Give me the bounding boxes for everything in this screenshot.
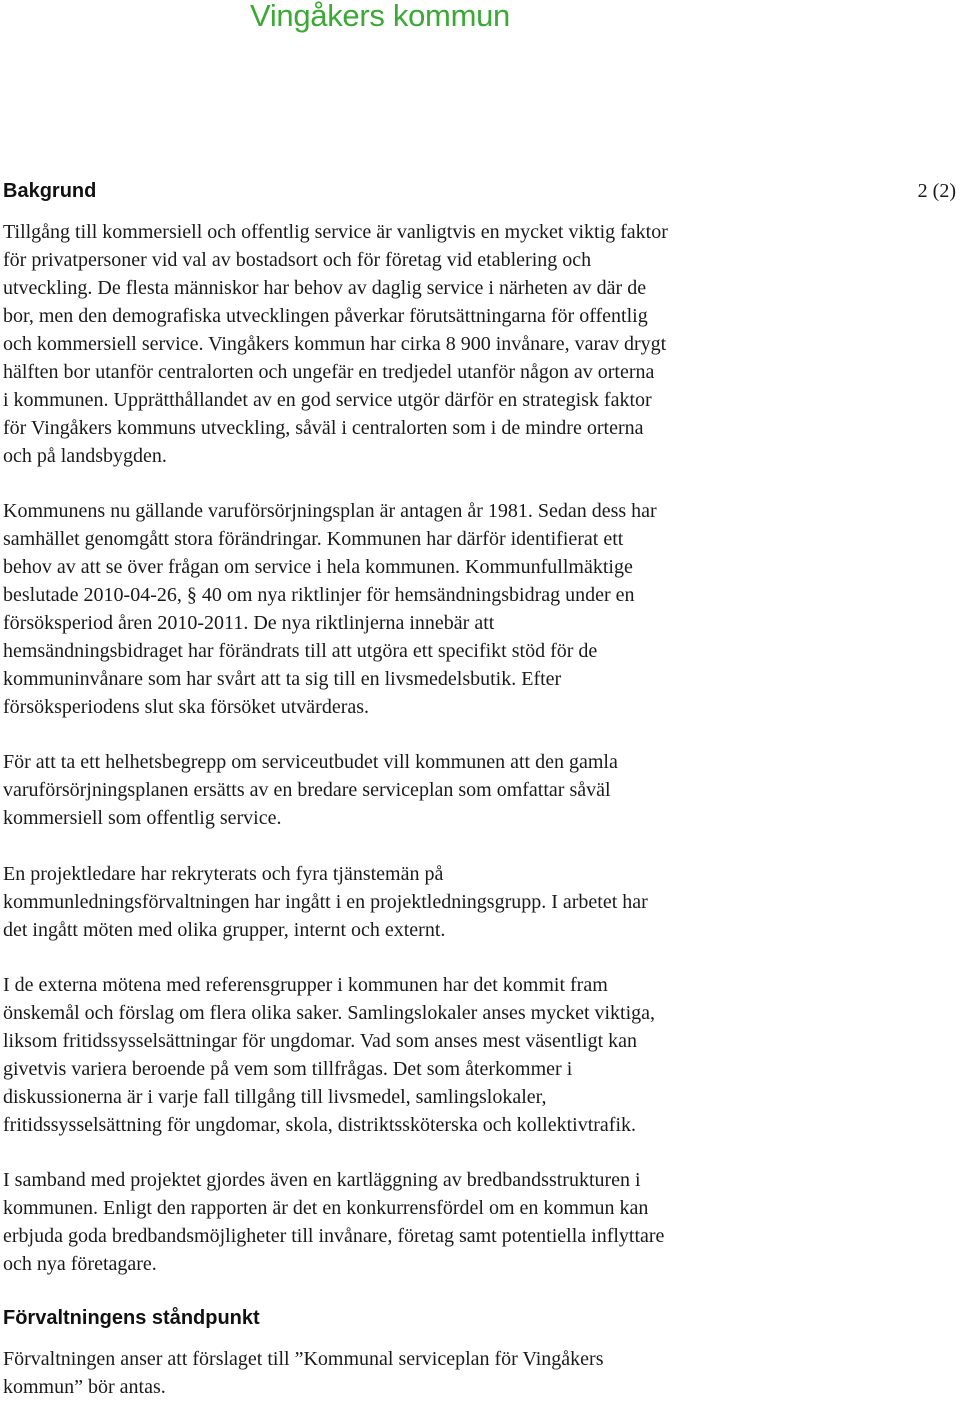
text-line: i kommunen. Upprätthållandet av en god service utgör därför en strategisk faktor bbox=[3, 389, 652, 411]
text-line: utveckling. De flesta människor har behov av daglig service i närheten av där de bbox=[3, 277, 647, 299]
text-line: erbjuda goda bredbandsmöjligheter till invånare, företag samt potentiella inflyttare bbox=[3, 1225, 665, 1247]
text-line: beslutade 2010-04-26, § 40 om nya riktlinjer för hemsändningsbidrag under en bbox=[3, 584, 635, 606]
text-line: kommunledningsförvaltningen har ingått i en projektledningsgrupp. I arbetet har bbox=[3, 891, 648, 913]
text-line: och kommersiell service. Vingåkers kommun har cirka 8 900 invånare, varav drygt bbox=[3, 333, 667, 355]
text-line: En projektledare har rekryterats och fyra tjänstemän på bbox=[3, 863, 444, 885]
text-line: kommersiell som offentlig service. bbox=[3, 807, 282, 829]
paragraph-external-meetings bbox=[3, 971, 803, 1139]
text-line: Förvaltningen anser att förslaget till ”Kommunal serviceplan för Vingåkers bbox=[3, 1348, 604, 1370]
text-line: fritidssysselsättning för ungdomar, skola, distriktssköterska och kollektivtrafik. bbox=[3, 1114, 636, 1136]
section-heading-bakgrund: Bakgrund bbox=[3, 180, 97, 202]
text-line: kommun” bör antas. bbox=[3, 1376, 166, 1398]
text-line: I samband med projektet gjordes även en kartläggning av bredbandsstrukturen i bbox=[3, 1169, 641, 1191]
org-name: Vingåkers kommun bbox=[250, 0, 510, 33]
section-heading-forvaltningens-standpunkt: Förvaltningens ståndpunkt bbox=[3, 1307, 260, 1329]
paragraph-broadband-survey bbox=[3, 1166, 803, 1278]
text-line: försöksperiodens slut ska försöket utvärderas. bbox=[3, 696, 370, 718]
text-line: I de externa mötena med referensgrupper i kommunen har det kommit fram bbox=[3, 974, 608, 996]
text-line: kommuninvånare som har svårt att ta sig till en livsmedelsbutik. Efter bbox=[3, 668, 562, 690]
text-line: bor, men den demografiska utvecklingen påverkar förutsättningarna för offentlig bbox=[3, 305, 648, 327]
paragraph-service-background bbox=[3, 218, 803, 470]
text-line: hälften bor utanför centralorten och ungefär en tredjedel utanför någon av orterna bbox=[3, 361, 655, 383]
text-line: och på landsbygden. bbox=[3, 445, 167, 467]
text-line: diskussionerna är i varje fall tillgång till livsmedel, samlingslokaler, bbox=[3, 1086, 547, 1108]
text-line: Tillgång till kommersiell och offentlig service är vanligtvis en mycket viktig faktor bbox=[3, 221, 668, 243]
paragraph-administration-position bbox=[3, 1345, 803, 1401]
text-line: och nya företagare. bbox=[3, 1253, 157, 1275]
text-line: givetvis variera beroende på vem som tillfrågas. Det som återkommer i bbox=[3, 1058, 573, 1080]
text-line: varuförsörjningsplanen ersätts av en bredare serviceplan som omfattar såväl bbox=[3, 779, 611, 801]
page-number: 2 (2) bbox=[917, 180, 956, 202]
paragraph-service-plan-scope bbox=[3, 748, 803, 832]
text-line: samhället genomgått stora förändringar. Kommunen har därför identifierat ett bbox=[3, 528, 624, 550]
text-line: för privatpersoner vid val av bostadsort och för företag vid etablering och bbox=[3, 249, 592, 271]
text-line: liksom fritidssysselsättningar för ungdomar. Vad som anses mest väsentligt kan bbox=[3, 1030, 638, 1052]
text-line: försöksperiod åren 2010-2011. De nya riktlinjerna innebär att bbox=[3, 612, 495, 634]
text-line: kommunen. Enligt den rapporten är det en konkurrensfördel om en kommun kan bbox=[3, 1197, 649, 1219]
paragraph-supply-plan-history bbox=[3, 497, 803, 721]
text-line: behov av att se över frågan om service i hela kommunen. Kommunfullmäktige bbox=[3, 556, 633, 578]
text-line: hemsändningsbidraget har förändrats till att utgöra ett specifikt stöd för de bbox=[3, 640, 598, 662]
text-line: för Vingåkers kommuns utveckling, såväl i centralorten som i de mindre orterna bbox=[3, 417, 644, 439]
text-line: önskemål och förslag om flera olika saker. Samlingslokaler anses mycket viktiga, bbox=[3, 1002, 656, 1024]
paragraph-project-team bbox=[3, 860, 803, 944]
text-line: Kommunens nu gällande varuförsörjningsplan är antagen år 1981. Sedan dess har bbox=[3, 500, 657, 522]
text-line: För att ta ett helhetsbegrepp om serviceutbudet vill kommunen att den gamla bbox=[3, 751, 618, 773]
text-line: det ingått möten med olika grupper, internt och externt. bbox=[3, 919, 446, 941]
